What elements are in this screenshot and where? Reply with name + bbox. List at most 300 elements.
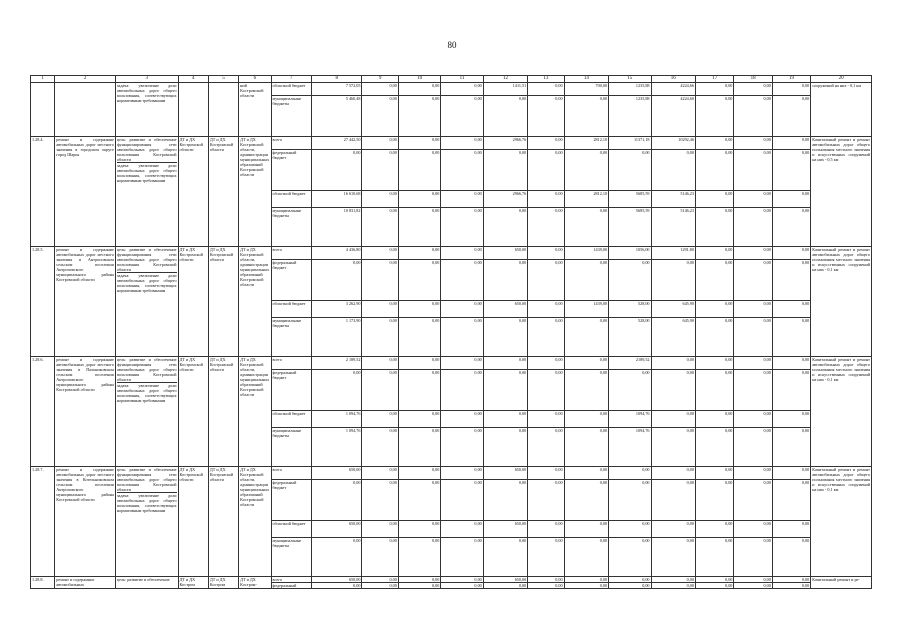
cell-value: 0,00 xyxy=(398,411,440,428)
cell-value: 0,00 xyxy=(528,370,564,411)
cell-goal xyxy=(115,137,178,247)
task-text: задача: увеличение доли автомобильных дорог общего пользования, соответствующих нормативным требованиям xyxy=(116,163,177,183)
cell-source: всего xyxy=(271,467,311,480)
cell-value: 0,00 xyxy=(734,318,772,357)
cell-value: 0,00 xyxy=(734,577,772,583)
cell-value: 0,00 xyxy=(734,137,772,150)
cell-value: 1 094,76 xyxy=(311,428,362,467)
cell-name: ремонт и содержание автомобильных дорог местного значения в Пальниковском сельском поселении Антроповского муниципального района Костромской области xyxy=(55,357,116,467)
cell-value: 0,00 xyxy=(528,137,564,150)
header-cell: 19 xyxy=(772,76,810,83)
cell-value: 0,00 xyxy=(528,480,564,521)
cell-value: 0,00 xyxy=(441,318,483,357)
cell-name: ремонт и содержание автомобильных дорог местного значения в Котельниковском сельском поселении Антроповского муниципального района Костромской области xyxy=(55,467,116,577)
cell-value: 0,00 xyxy=(695,583,733,589)
cell-value: 645,90 xyxy=(651,301,695,318)
cell-value: 0,00 xyxy=(734,150,772,191)
cell-value: 0,00 xyxy=(362,260,398,301)
cell-source: муниципальные бюджеты xyxy=(271,538,311,577)
header-cell: 20 xyxy=(811,76,872,83)
cell-value: 0,00 xyxy=(734,411,772,428)
header-cell: 18 xyxy=(734,76,772,83)
cell-source: областной бюджет xyxy=(271,301,311,318)
cell-value: 0,00 xyxy=(398,83,440,96)
cell-value: 0,00 xyxy=(441,480,483,521)
cell-value: 2966,76 xyxy=(483,191,527,208)
cell-value: 0,00 xyxy=(528,521,564,538)
cell-value: 0,00 xyxy=(564,467,608,480)
cell-value: 0,00 xyxy=(398,260,440,301)
cell-value: 0,00 xyxy=(609,467,651,480)
cell-value: 1411,51 xyxy=(483,83,527,96)
cell-value: 0,00 xyxy=(528,208,564,247)
cell-value: 0,00 xyxy=(609,538,651,577)
cell-value: 0,00 xyxy=(609,150,651,191)
cell-value: 5 460,48 xyxy=(311,96,362,137)
cell-value: 0,00 xyxy=(695,370,733,411)
cell-value: 0,00 xyxy=(734,428,772,467)
cell-value: 2 189,52 xyxy=(311,357,362,370)
cell-value: 0,00 xyxy=(362,83,398,96)
cell-participants: ДТ и ДХ Костромской области, администрации муниципальных образований Костромской области xyxy=(239,247,271,357)
cell-source: федеральный бюджет xyxy=(271,370,311,411)
cell-value: 0,00 xyxy=(398,577,440,583)
cell-num: 1.28.6. xyxy=(31,357,55,467)
cell-value: 0,00 xyxy=(564,208,608,247)
cell-value: 650,00 xyxy=(311,577,362,583)
cell-source: федеральный бюджет xyxy=(271,150,311,191)
cell-value: 0,00 xyxy=(564,260,608,301)
cell-value: 0,00 xyxy=(564,521,608,538)
cell-value: 0,00 xyxy=(651,370,695,411)
cell-value: 0,00 xyxy=(772,150,810,191)
cell-value: 0,00 xyxy=(311,480,362,521)
cell-value: 650,00 xyxy=(311,521,362,538)
cell-value: 0,00 xyxy=(734,538,772,577)
cell-value: 0,00 xyxy=(528,83,564,96)
cell-value: 0,00 xyxy=(483,96,527,137)
cell-value: 0,00 xyxy=(695,538,733,577)
cell-executor: ДТ и ДХ Костромской области xyxy=(178,137,208,247)
header-cell: 3 xyxy=(115,76,178,83)
cell-value: 0,00 xyxy=(528,318,564,357)
cell-value: 0,00 xyxy=(483,260,527,301)
cell-value: 0,00 xyxy=(483,208,527,247)
cell-value: 0,00 xyxy=(441,577,483,583)
cell-value: 528,00 xyxy=(609,301,651,318)
header-cell: 13 xyxy=(528,76,564,83)
cell-value: 0,00 xyxy=(311,538,362,577)
cell-value: 0,00 xyxy=(311,260,362,301)
cell-value: 0,00 xyxy=(651,150,695,191)
cell-name: ремонт и содержание автомобильных дорог местного значения в Антроповском сельском поселении Антроповского муниципального района Костромской области xyxy=(55,247,116,357)
header-cell: 11 xyxy=(441,76,483,83)
cell-goal xyxy=(115,467,178,577)
cell-participants: ДТ и ДХ Костромской области, администрации муниципальных образований Костромской области xyxy=(239,467,271,577)
cell-value: 0,00 xyxy=(609,521,651,538)
cell-value: 0,00 xyxy=(609,577,651,583)
cell-source: муниципальные бюджеты xyxy=(271,428,311,467)
cell-value: 0,00 xyxy=(362,357,398,370)
cell-value: 0,00 xyxy=(362,411,398,428)
cell-value: 0,00 xyxy=(362,480,398,521)
header-cell: 8 xyxy=(311,76,362,83)
cell-result: Капитальный ремонт и ремонт автомобильных дорог общего пользования местного значения и искусственных сооружений на них - 0,1 км xyxy=(811,467,872,577)
cell-value: 0,00 xyxy=(609,480,651,521)
cell-value: 0,00 xyxy=(362,370,398,411)
header-cell: 7 xyxy=(271,76,311,83)
cell-coexecutor: ДТ и ДХ Костромской области xyxy=(208,467,238,577)
cell-value: 0,00 xyxy=(398,150,440,191)
cell-source: областной бюджет xyxy=(271,83,311,96)
cell-executor: ДТ и ДХ Костромской области xyxy=(178,247,208,357)
cell-value: 0,00 xyxy=(734,370,772,411)
cell-value: 0,00 xyxy=(695,96,733,137)
cell-participants: ДТ и ДХ Костромской области, администрации муниципальных образований Костромской области xyxy=(239,357,271,467)
cell-value: 0,00 xyxy=(734,521,772,538)
cell-value: 0,00 xyxy=(362,467,398,480)
cell-value: 0,00 xyxy=(695,191,733,208)
task-text: задача: увеличение доли автомобильных дорог общего пользования, соответствующих нормативным требованиям xyxy=(116,383,177,403)
cell-source: муниципальные бюджеты xyxy=(271,96,311,137)
cell-participants: ДТ и ДХ Костромской области, администрации муниципальных образований Костромской области xyxy=(239,137,271,247)
cell-col5 xyxy=(208,83,238,137)
cell-value: 0,00 xyxy=(772,301,810,318)
cell-value: 0,00 xyxy=(651,577,695,583)
cell-value: 0,00 xyxy=(398,583,440,589)
header-cell: 15 xyxy=(609,76,651,83)
cell-value: 0,00 xyxy=(311,583,362,589)
cell-num xyxy=(31,83,55,137)
cell-value: 0,00 xyxy=(483,357,527,370)
cell-value: 0,00 xyxy=(362,521,398,538)
cell-value: 2189,52 xyxy=(609,357,651,370)
cell-value: 0,00 xyxy=(734,357,772,370)
table-row xyxy=(31,83,872,96)
cell-value: 0,00 xyxy=(772,538,810,577)
cell-value: 0,00 xyxy=(564,480,608,521)
cell-value: 0,00 xyxy=(564,370,608,411)
cell-value: 0,00 xyxy=(695,428,733,467)
cell-value: 5146,23 xyxy=(651,191,695,208)
cell-goal: задача: увеличение доли автомобильных дорог общего пользования, соответствующих нормативным требованиям xyxy=(115,83,178,137)
cell-value: 0,00 xyxy=(398,538,440,577)
cell-num: 1.28.8. xyxy=(31,577,55,589)
header-cell: 6 xyxy=(239,76,271,83)
cell-executor: ДТ и ДХ Костром xyxy=(178,577,208,589)
header-cell: 12 xyxy=(483,76,527,83)
cell-value: 10 831,82 xyxy=(311,208,362,247)
cell-value: 0,00 xyxy=(609,370,651,411)
cell-value: 0,00 xyxy=(441,467,483,480)
cell-value: 7 572,05 xyxy=(311,83,362,96)
cell-value: 5146,23 xyxy=(651,208,695,247)
cell-value: 0,00 xyxy=(609,260,651,301)
cell-source: всего xyxy=(271,137,311,150)
header-cell: 17 xyxy=(695,76,733,83)
cell-value: 0,00 xyxy=(441,411,483,428)
cell-value: 0,00 xyxy=(398,480,440,521)
cell-value: 0,00 xyxy=(528,538,564,577)
cell-value: 0,00 xyxy=(398,247,440,260)
cell-source: областной бюджет xyxy=(271,191,311,208)
cell-value: 0,00 xyxy=(564,411,608,428)
cell-source: всего xyxy=(271,357,311,370)
header-cell: 9 xyxy=(362,76,398,83)
cell-goal xyxy=(115,357,178,467)
cell-value: 0,00 xyxy=(483,370,527,411)
cell-value: 0,00 xyxy=(441,428,483,467)
cell-executor: ДТ и ДХ Костромской области xyxy=(178,357,208,467)
cell-value: 0,00 xyxy=(362,247,398,260)
cell-value: 0,00 xyxy=(734,208,772,247)
cell-value: 0,00 xyxy=(734,83,772,96)
cell-name: ремонт и содержание автомобильных дорог местного значения в городском округе город Шарья xyxy=(55,137,116,247)
cell-value: 0,00 xyxy=(398,208,440,247)
cell-value: 0,00 xyxy=(483,480,527,521)
cell-value: 0,00 xyxy=(772,583,810,589)
cell-value: 650,00 xyxy=(483,467,527,480)
cell-value: 0,00 xyxy=(362,137,398,150)
cell-value: 0,00 xyxy=(441,357,483,370)
cell-value: 2812,10 xyxy=(564,137,608,150)
cell-source: муниципальные бюджеты xyxy=(271,318,311,357)
cell-value: 0,00 xyxy=(564,583,608,589)
cell-value: 3 262,90 xyxy=(311,301,362,318)
cell-value: 0,00 xyxy=(651,538,695,577)
cell-value: 0,00 xyxy=(528,247,564,260)
cell-value: 0,00 xyxy=(398,318,440,357)
cell-value: 0,00 xyxy=(651,480,695,521)
cell-value: 0,00 xyxy=(651,411,695,428)
cell-value: 0,00 xyxy=(695,260,733,301)
cell-source: федеральный xyxy=(271,583,311,589)
cell-value: 0,00 xyxy=(695,137,733,150)
cell-value: 0,00 xyxy=(564,96,608,137)
cell-value: 0,00 xyxy=(695,318,733,357)
cell-value: 0,00 xyxy=(483,150,527,191)
cell-value: 0,00 xyxy=(772,357,810,370)
table-row xyxy=(31,247,872,260)
cell-value: 0,00 xyxy=(362,301,398,318)
cell-value: 0,00 xyxy=(772,411,810,428)
cell-value: 0,00 xyxy=(398,301,440,318)
cell-value: 2812,10 xyxy=(564,191,608,208)
cell-value: 0,00 xyxy=(695,411,733,428)
cell-col4 xyxy=(178,83,208,137)
cell-executor: ДТ и ДХ Костромской области xyxy=(178,467,208,577)
cell-value: 0,00 xyxy=(564,577,608,583)
cell-value: 0,00 xyxy=(772,137,810,150)
cell-value: 0,00 xyxy=(528,577,564,583)
cell-value: 0,00 xyxy=(483,318,527,357)
cell-value: 0,00 xyxy=(398,96,440,137)
cell-value: 0,00 xyxy=(772,247,810,260)
cell-coexecutor: ДТ и ДХ Костромской области xyxy=(208,247,238,357)
cell-value: 0,00 xyxy=(695,521,733,538)
cell-value: 0,00 xyxy=(528,411,564,428)
header-cell: 5 xyxy=(208,76,238,83)
cell-value: 0,00 xyxy=(734,467,772,480)
cell-value: 0,00 xyxy=(311,370,362,411)
cell-value: 0,00 xyxy=(528,96,564,137)
cell-value: 0,00 xyxy=(651,521,695,538)
cell-source: федеральный бюджет xyxy=(271,260,311,301)
cell-value: 1235,88 xyxy=(609,83,651,96)
cell-value: 27 442,50 xyxy=(311,137,362,150)
table-row xyxy=(31,357,872,370)
cell-value: 0,00 xyxy=(441,521,483,538)
cell-value: 1439,00 xyxy=(564,247,608,260)
cell-value: 528,00 xyxy=(609,318,651,357)
cell-value: 1439,00 xyxy=(564,301,608,318)
header-cell: 1 xyxy=(31,76,55,83)
cell-coexecutor: ДТ и ДХ Костром xyxy=(208,577,238,589)
cell-value: 650,00 xyxy=(483,247,527,260)
cell-value: 1094,76 xyxy=(609,428,651,467)
cell-name: ремонт и содержание автомобильных xyxy=(55,577,116,589)
cell-result: Капитальный ремонт и ремонт автомобильных дорог общего пользования местного значения и искусственных сооружений на них - 0,5 км xyxy=(811,137,872,247)
cell-value: 0,00 xyxy=(734,260,772,301)
cell-value: 0,00 xyxy=(695,357,733,370)
cell-value: 16 610,68 xyxy=(311,191,362,208)
cell-value: 11371,18 xyxy=(609,137,651,150)
cell-value: 0,00 xyxy=(483,538,527,577)
cell-value: 5685,59 xyxy=(609,208,651,247)
cell-value: 0,00 xyxy=(772,577,810,583)
cell-value: 0,00 xyxy=(734,301,772,318)
cell-value: 1235,88 xyxy=(609,96,651,137)
cell-value: 0,00 xyxy=(695,467,733,480)
cell-value: 0,00 xyxy=(695,480,733,521)
cell-value: 0,00 xyxy=(695,150,733,191)
cell-col6: ний Костромской области xyxy=(239,83,271,137)
cell-value: 0,00 xyxy=(772,428,810,467)
cell-source: всего xyxy=(271,247,311,260)
table-row xyxy=(31,467,872,480)
cell-value: 0,00 xyxy=(311,150,362,191)
cell-value: 0,00 xyxy=(772,208,810,247)
cell-value: 0,00 xyxy=(734,583,772,589)
cell-value: 0,00 xyxy=(695,577,733,583)
cell-goal xyxy=(115,247,178,357)
cell-value: 0,00 xyxy=(441,191,483,208)
cell-result: Капитальный ремонт и ремонт автомобильных дорог общего пользования местного значения и искусственных сооружений на них - 0,1 км xyxy=(811,357,872,467)
goal-text: цель: развитие и обеспечение функционирования сети автомобильных дорог общего пользования Костромской области xyxy=(116,137,177,162)
cell-value: 0,00 xyxy=(441,583,483,589)
cell-value: 0,00 xyxy=(441,247,483,260)
cell-value: 650,00 xyxy=(311,467,362,480)
cell-value: 0,00 xyxy=(772,467,810,480)
cell-value: 0,00 xyxy=(362,318,398,357)
cell-value: 0,00 xyxy=(772,191,810,208)
header-row xyxy=(31,76,872,83)
cell-value: 10292,46 xyxy=(651,137,695,150)
cell-value: 0,00 xyxy=(362,583,398,589)
cell-value: 0,00 xyxy=(772,96,810,137)
cell-value: 0,00 xyxy=(441,208,483,247)
table-row xyxy=(31,137,872,150)
cell-source: всего xyxy=(271,577,311,583)
cell-num: 1.28.4. xyxy=(31,137,55,247)
cell-source: областной бюджет xyxy=(271,521,311,538)
cell-value: 0,00 xyxy=(609,583,651,589)
cell-result: Капитальный ремонт и ре- xyxy=(811,577,872,589)
cell-value: 0,00 xyxy=(651,583,695,589)
cell-value: 0,00 xyxy=(528,260,564,301)
cell-value: 0,00 xyxy=(564,357,608,370)
cell-value: 0,00 xyxy=(398,370,440,411)
cell-value: 0,00 xyxy=(398,191,440,208)
cell-source: муниципальные бюджеты xyxy=(271,208,311,247)
cell-source: областной бюджет xyxy=(271,411,311,428)
cell-value: 0,00 xyxy=(441,137,483,150)
cell-value: 0,00 xyxy=(362,208,398,247)
cell-goal: цель: развитие и обеспечение xyxy=(115,577,178,589)
cell-value: 0,00 xyxy=(528,583,564,589)
cell-value: 0,00 xyxy=(734,191,772,208)
cell-value: 0,00 xyxy=(483,583,527,589)
cell-value: 0,00 xyxy=(362,538,398,577)
cell-value: 0,00 xyxy=(651,467,695,480)
cell-coexecutor: ДТ и ДХ Костромской области xyxy=(208,137,238,247)
cell-value: 0,00 xyxy=(772,370,810,411)
goal-text: цель: развитие и обеспечение функционирования сети автомобильных дорог общего пользования Костромской области xyxy=(116,247,177,272)
cell-value: 0,00 xyxy=(528,428,564,467)
cell-source: федеральный бюджет xyxy=(271,480,311,521)
header-cell: 14 xyxy=(564,76,608,83)
cell-value: 0,00 xyxy=(772,260,810,301)
cell-value: 0,00 xyxy=(772,83,810,96)
cell-value: 0,00 xyxy=(441,301,483,318)
cell-value: 0,00 xyxy=(734,247,772,260)
cell-value: 0,00 xyxy=(362,428,398,467)
cell-value: 0,00 xyxy=(528,191,564,208)
cell-value: 650,00 xyxy=(483,301,527,318)
cell-value: 0,00 xyxy=(398,357,440,370)
cell-result: Капитальный ремонт и ремонт автомобильных дорог общего пользования местного значения и искусственных сооружений на них - 0,1 км xyxy=(811,247,872,357)
cell-value: 4 436,80 xyxy=(311,247,362,260)
cell-value: 0,00 xyxy=(398,467,440,480)
cell-coexecutor: ДТ и ДХ Костромской области xyxy=(208,357,238,467)
cell-value: 650,00 xyxy=(483,577,527,583)
cell-value: 0,00 xyxy=(695,208,733,247)
cell-value: 0,00 xyxy=(772,480,810,521)
cell-value: 0,00 xyxy=(362,577,398,583)
cell-value: 0,00 xyxy=(441,83,483,96)
cell-value: 4224,66 xyxy=(651,83,695,96)
cell-value: 0,00 xyxy=(441,538,483,577)
header-cell: 16 xyxy=(651,76,695,83)
cell-value: 1 094,76 xyxy=(311,411,362,428)
cell-value: 1056,00 xyxy=(609,247,651,260)
cell-result: сооружений на них - 0,1 км xyxy=(811,83,872,137)
cell-value: 0,00 xyxy=(695,247,733,260)
header-cell: 10 xyxy=(398,76,440,83)
goal-text: цель: развитие и обеспечение функционирования сети автомобильных дорог общего пользования Костромской области xyxy=(116,467,177,492)
cell-value: 0,00 xyxy=(772,521,810,538)
cell-value: 4224,60 xyxy=(651,96,695,137)
cell-value: 645,90 xyxy=(651,318,695,357)
program-table xyxy=(30,75,872,589)
cell-value: 1 173,90 xyxy=(311,318,362,357)
cell-value: 0,00 xyxy=(772,318,810,357)
cell-value: 0,00 xyxy=(441,260,483,301)
cell-value: 0,00 xyxy=(528,467,564,480)
cell-num: 1.28.7. xyxy=(31,467,55,577)
cell-value: 0,00 xyxy=(398,428,440,467)
cell-value: 2966,76 xyxy=(483,137,527,150)
